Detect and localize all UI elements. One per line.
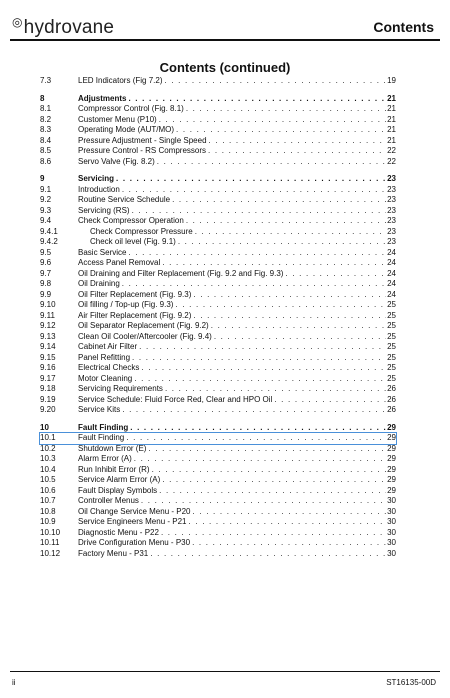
toc-entry-label: Servicing (RS): [78, 205, 130, 215]
toc-entry-label: Access Panel Removal: [78, 258, 161, 267]
table-of-contents: [40, 76, 396, 559]
toc-entry-page: 23: [387, 226, 396, 236]
toc-entry-label: Customer Menu (P10): [78, 114, 157, 124]
dot-leader: [139, 342, 386, 353]
toc-entry-number: 9.4.2: [40, 237, 58, 246]
toc-entry-page: 26: [387, 405, 396, 414]
dot-leader: [152, 465, 387, 476]
toc-entry-number: 9.4: [40, 216, 52, 225]
toc-entry-label: Motor Cleaning: [78, 373, 133, 383]
toc-entry-row[interactable]: [40, 538, 396, 549]
toc-entry-row[interactable]: [40, 465, 396, 476]
page-title: Contents (continued): [159, 60, 291, 75]
toc-section-row[interactable]: [40, 423, 396, 434]
toc-entry-page: 30: [387, 548, 396, 558]
toc-entry-row[interactable]: [40, 374, 396, 385]
toc-entry-label: Oil Separator Replacement (Fig. 9.2): [78, 321, 209, 330]
toc-entry-number: 9.9: [40, 289, 52, 299]
toc-entry-number: 10.5: [40, 475, 56, 484]
toc-entry-page: 25: [387, 300, 396, 309]
toc-entry-number: 9.10: [40, 300, 56, 309]
toc-entry-page: 25: [387, 352, 396, 362]
toc-entry-label: Servo Valve (Fig. 8.2): [78, 156, 155, 166]
toc-entry-row[interactable]: [40, 206, 396, 217]
toc-entry-row[interactable]: [40, 353, 396, 364]
toc-entry-label: Check oil level (Fig. 9.1): [90, 237, 176, 246]
dot-leader: [274, 395, 386, 406]
dot-leader: [175, 300, 386, 311]
toc-entry-row[interactable]: [40, 195, 396, 206]
toc-entry-number: 8.4: [40, 135, 52, 145]
toc-entry-number: 9.13: [40, 331, 56, 341]
toc-entry-number: 9.20: [40, 405, 56, 414]
toc-entry-label: Alarm Error (A): [78, 454, 132, 463]
toc-entry-page: 21: [387, 104, 396, 113]
toc-entry-label: Pressure Adjustment - Single Speed: [78, 135, 207, 145]
dot-leader: [141, 363, 386, 374]
toc-entry-label: Service Kits: [78, 405, 121, 414]
header-title: Contents: [373, 19, 434, 35]
document-code: ST16135-00D: [386, 678, 436, 687]
toc-entry-page: 24: [387, 247, 396, 257]
dot-leader: [128, 94, 386, 105]
dot-leader: [159, 486, 386, 497]
toc-entry-page: 30: [387, 517, 396, 526]
dot-leader: [214, 332, 386, 343]
toc-entry-label: Servicing Requirements: [78, 384, 163, 393]
dot-leader: [141, 496, 386, 507]
dot-leader: [162, 475, 386, 486]
dot-leader: [193, 507, 387, 518]
toc-entry-label: Fault Display Symbols: [78, 485, 158, 495]
toc-entry-row[interactable]: [40, 237, 396, 248]
toc-entry-page: 24: [387, 258, 396, 267]
toc-entry-row[interactable]: [40, 433, 396, 444]
dot-leader: [209, 136, 387, 147]
toc-entry-number: 9.15: [40, 352, 56, 362]
toc-entry-row[interactable]: [40, 76, 396, 87]
toc-entry-page: 29: [387, 443, 396, 453]
toc-entry-row[interactable]: [40, 454, 396, 465]
toc-entry-number: 9.19: [40, 394, 56, 404]
toc-entry-row[interactable]: [40, 258, 396, 269]
dot-leader: [162, 258, 386, 269]
toc-entry-label: Check Compressor Operation: [78, 216, 184, 225]
dot-leader: [126, 433, 386, 444]
toc-entry-number: 10: [40, 422, 49, 432]
toc-entry-row[interactable]: [40, 136, 396, 147]
logo-text: hydrovane: [23, 17, 115, 38]
toc-entry-number: 10.6: [40, 485, 56, 495]
toc-entry-number: 9.8: [40, 279, 52, 288]
dot-leader: [192, 538, 386, 549]
toc-entry-page: 24: [387, 289, 396, 299]
dot-leader: [157, 157, 386, 168]
toc-entry-label: Drive Configuration Menu - P30: [78, 538, 191, 547]
toc-entry-label: Oil Draining: [78, 279, 120, 288]
toc-entry-page: 29: [387, 454, 396, 463]
toc-entry-number: 9.7: [40, 268, 52, 278]
toc-entry-number: 10.4: [40, 464, 56, 474]
toc-entry-page: 21: [387, 125, 396, 134]
toc-entry-number: 9.3: [40, 205, 52, 215]
toc-entry-page: 29: [387, 422, 396, 432]
toc-entry-number: 10.11: [40, 538, 60, 547]
dot-leader: [176, 125, 386, 136]
dot-leader: [132, 206, 387, 217]
toc-entry-number: 10.8: [40, 506, 56, 516]
toc-entry-label: Controller Menus: [78, 496, 139, 505]
toc-entry-number: 9: [40, 174, 45, 183]
toc-entry-label: Oil Filter Replacement (Fig. 9.3): [78, 289, 192, 299]
toc-entry-number: 8.6: [40, 156, 52, 166]
toc-entry-page: 23: [387, 184, 396, 194]
dot-leader: [186, 104, 386, 115]
toc-entry-row[interactable]: [40, 496, 396, 507]
toc-entry-number: 10.12: [40, 548, 61, 558]
toc-entry-row[interactable]: [40, 104, 396, 115]
toc-entry-row[interactable]: [40, 507, 396, 518]
toc-entry-number: 10.2: [40, 443, 56, 453]
toc-entry-row[interactable]: [40, 475, 396, 486]
toc-entry-label: Run Inhibit Error (R): [78, 464, 150, 474]
toc-entry-row[interactable]: [40, 332, 396, 343]
dot-leader: [285, 269, 386, 280]
dot-leader: [186, 216, 386, 227]
toc-entry-label: Oil filling / Top-up (Fig. 9.3): [78, 300, 174, 309]
toc-entry-row[interactable]: [40, 279, 396, 290]
toc-entry-number: 9.1: [40, 184, 52, 194]
toc-entry-page: 21: [387, 114, 396, 124]
toc-entry-page: 26: [387, 384, 396, 393]
toc-entry-label: Panel Refitting: [78, 352, 131, 362]
toc-entry-page: 23: [387, 237, 396, 246]
toc-entry-number: 10.9: [40, 517, 56, 526]
toc-entry-row[interactable]: [40, 269, 396, 280]
toc-entry-label: LED Indicators (Fig 7.2): [78, 76, 163, 85]
toc-entry-number: 9.18: [40, 384, 56, 393]
toc-section-row[interactable]: [40, 94, 396, 105]
toc-entry-number: 9.11: [40, 310, 55, 320]
toc-entry-page: 25: [387, 363, 396, 372]
toc-entry-label: Operating Mode (AUT/MO): [78, 125, 175, 134]
toc-entry-label: Pressure Control - RS Compressors: [78, 146, 207, 155]
toc-entry-page: 29: [387, 433, 396, 442]
toc-entry-number: 10.10: [40, 527, 61, 537]
page-number: ii: [12, 678, 16, 687]
dot-leader: [193, 311, 386, 322]
toc-entry-row[interactable]: [40, 115, 396, 126]
toc-entry-row[interactable]: [40, 157, 396, 168]
toc-entry-page: 30: [387, 527, 396, 537]
toc-entry-page: 22: [387, 146, 396, 155]
toc-entry-number: 9.17: [40, 373, 56, 383]
toc-entry-number: 9.2: [40, 195, 52, 204]
toc-entry-page: 21: [387, 93, 396, 103]
dot-leader: [178, 237, 386, 248]
header-rule: [10, 39, 440, 41]
toc-entry-page: 29: [387, 464, 396, 474]
toc-entry-row[interactable]: [40, 227, 396, 238]
toc-entry-label: Service Schedule: Fluid Force Red, Clear and HPO Oil: [78, 394, 273, 404]
dot-leader: [165, 384, 386, 395]
toc-entry-label: Fault Finding: [78, 433, 125, 442]
toc-entry-page: 19: [387, 76, 396, 85]
hydrovane-logo: [12, 15, 114, 39]
toc-entry-label: Check Compressor Pressure: [90, 226, 193, 236]
toc-entry-label: Air Filter Replacement (Fig. 9.2): [78, 310, 192, 320]
toc-entry-label: Fault Finding: [78, 422, 129, 432]
toc-entry-label: Oil Draining and Filter Replacement (Fig. 9.2 and Fig. 9.3): [78, 268, 284, 278]
toc-entry-number: 9.4.1: [40, 226, 58, 236]
page-header: [0, 0, 450, 42]
toc-entry-row[interactable]: [40, 549, 396, 560]
dot-leader: [130, 423, 386, 434]
toc-entry-label: Service Engineers Menu - P21: [78, 517, 187, 526]
dot-leader: [148, 444, 386, 455]
toc-entry-number: 9.16: [40, 363, 56, 372]
toc-entry-number: 7.3: [40, 76, 52, 85]
toc-entry-row[interactable]: [40, 300, 396, 311]
dot-leader: [208, 146, 386, 157]
toc-entry-number: 8.2: [40, 114, 52, 124]
dot-leader: [172, 195, 386, 206]
toc-entry-row[interactable]: [40, 405, 396, 416]
toc-entry-number: 9.12: [40, 321, 56, 330]
toc-entry-label: Adjustments: [78, 93, 127, 103]
toc-entry-page: 25: [387, 321, 396, 330]
dot-leader: [128, 248, 386, 259]
toc-entry-page: 23: [387, 216, 396, 225]
dot-leader: [122, 279, 386, 290]
toc-entry-page: 24: [387, 279, 396, 288]
toc-entry-page: 22: [387, 156, 396, 166]
toc-entry-page: 23: [387, 205, 396, 215]
dot-leader: [189, 517, 387, 528]
dot-leader: [164, 76, 386, 87]
dot-leader: [150, 549, 386, 560]
toc-entry-number: 8.1: [40, 104, 52, 113]
toc-entry-page: 25: [387, 342, 396, 351]
toc-entry-page: 30: [387, 496, 396, 505]
dot-leader: [122, 185, 386, 196]
dot-leader: [132, 353, 386, 364]
footer-rule: [10, 671, 440, 672]
toc-entry-page: 21: [387, 135, 396, 145]
toc-section-row[interactable]: [40, 174, 396, 185]
dot-leader: [116, 174, 386, 185]
toc-entry-label: Oil Change Service Menu - P20: [78, 506, 191, 516]
toc-entry-number: 9.14: [40, 342, 56, 351]
toc-entry-label: Cabinet Air Filter: [78, 342, 138, 351]
toc-entry-row[interactable]: [40, 486, 396, 497]
toc-entry-label: Electrical Checks: [78, 363, 140, 372]
toc-entry-page: 23: [387, 174, 396, 183]
toc-entry-row[interactable]: [40, 290, 396, 301]
toc-entry-row[interactable]: [40, 342, 396, 353]
toc-entry-label: Service Alarm Error (A): [78, 475, 161, 484]
toc-entry-label: Shutdown Error (E): [78, 443, 147, 453]
toc-entry-number: 9.6: [40, 258, 52, 267]
toc-entry-page: 29: [387, 485, 396, 495]
toc-entry-row[interactable]: [40, 311, 396, 322]
toc-entry-number: 9.5: [40, 247, 52, 257]
toc-entry-label: Clean Oil Cooler/Aftercooler (Fig. 9.4): [78, 331, 212, 341]
toc-entry-row[interactable]: [40, 146, 396, 157]
toc-entry-page: 25: [387, 310, 396, 320]
toc-entry-page: 30: [387, 506, 396, 516]
toc-entry-label: Introduction: [78, 184, 120, 194]
toc-entry-row[interactable]: [40, 444, 396, 455]
dot-leader: [122, 405, 386, 416]
toc-entry-page: 24: [387, 268, 396, 278]
toc-entry-row[interactable]: [40, 248, 396, 259]
toc-entry-row[interactable]: [40, 185, 396, 196]
toc-entry-label: Compressor Control (Fig. 8.1): [78, 104, 184, 113]
toc-entry-label: Diagnostic Menu - P22: [78, 527, 159, 537]
dot-leader: [161, 528, 386, 539]
toc-entry-label: Routine Service Schedule: [78, 195, 171, 204]
toc-entry-row[interactable]: [40, 395, 396, 406]
toc-entry-page: 25: [387, 331, 396, 341]
toc-entry-row[interactable]: [40, 216, 396, 227]
toc-entry-row[interactable]: [40, 125, 396, 136]
toc-entry-row[interactable]: [40, 528, 396, 539]
toc-entry-number: 10.3: [40, 454, 56, 463]
dot-leader: [193, 290, 386, 301]
toc-entry-row[interactable]: [40, 321, 396, 332]
toc-entry-number: 8.3: [40, 125, 52, 134]
dot-leader: [159, 115, 386, 126]
toc-entry-number: 10.7: [40, 496, 56, 505]
toc-entry-label: Basic Service: [78, 247, 127, 257]
toc-entry-page: 30: [387, 538, 396, 547]
dot-leader: [134, 374, 386, 385]
toc-entry-number: 8: [40, 93, 45, 103]
toc-entry-row[interactable]: [40, 363, 396, 374]
toc-entry-page: 26: [387, 394, 396, 404]
logo-mark-icon: ◎: [12, 15, 23, 29]
toc-entry-page: 25: [387, 373, 396, 383]
dot-leader: [134, 454, 386, 465]
toc-entry-page: 29: [387, 475, 396, 484]
toc-entry-page: 23: [387, 195, 396, 204]
toc-entry-label: Servicing: [78, 174, 115, 183]
toc-entry-number: 10.1: [40, 433, 56, 442]
toc-entry-number: 8.5: [40, 146, 52, 155]
toc-entry-row[interactable]: [40, 384, 396, 395]
dot-leader: [195, 227, 386, 238]
dot-leader: [211, 321, 386, 332]
toc-entry-row[interactable]: [40, 517, 396, 528]
toc-entry-label: Factory Menu - P31: [78, 548, 149, 558]
